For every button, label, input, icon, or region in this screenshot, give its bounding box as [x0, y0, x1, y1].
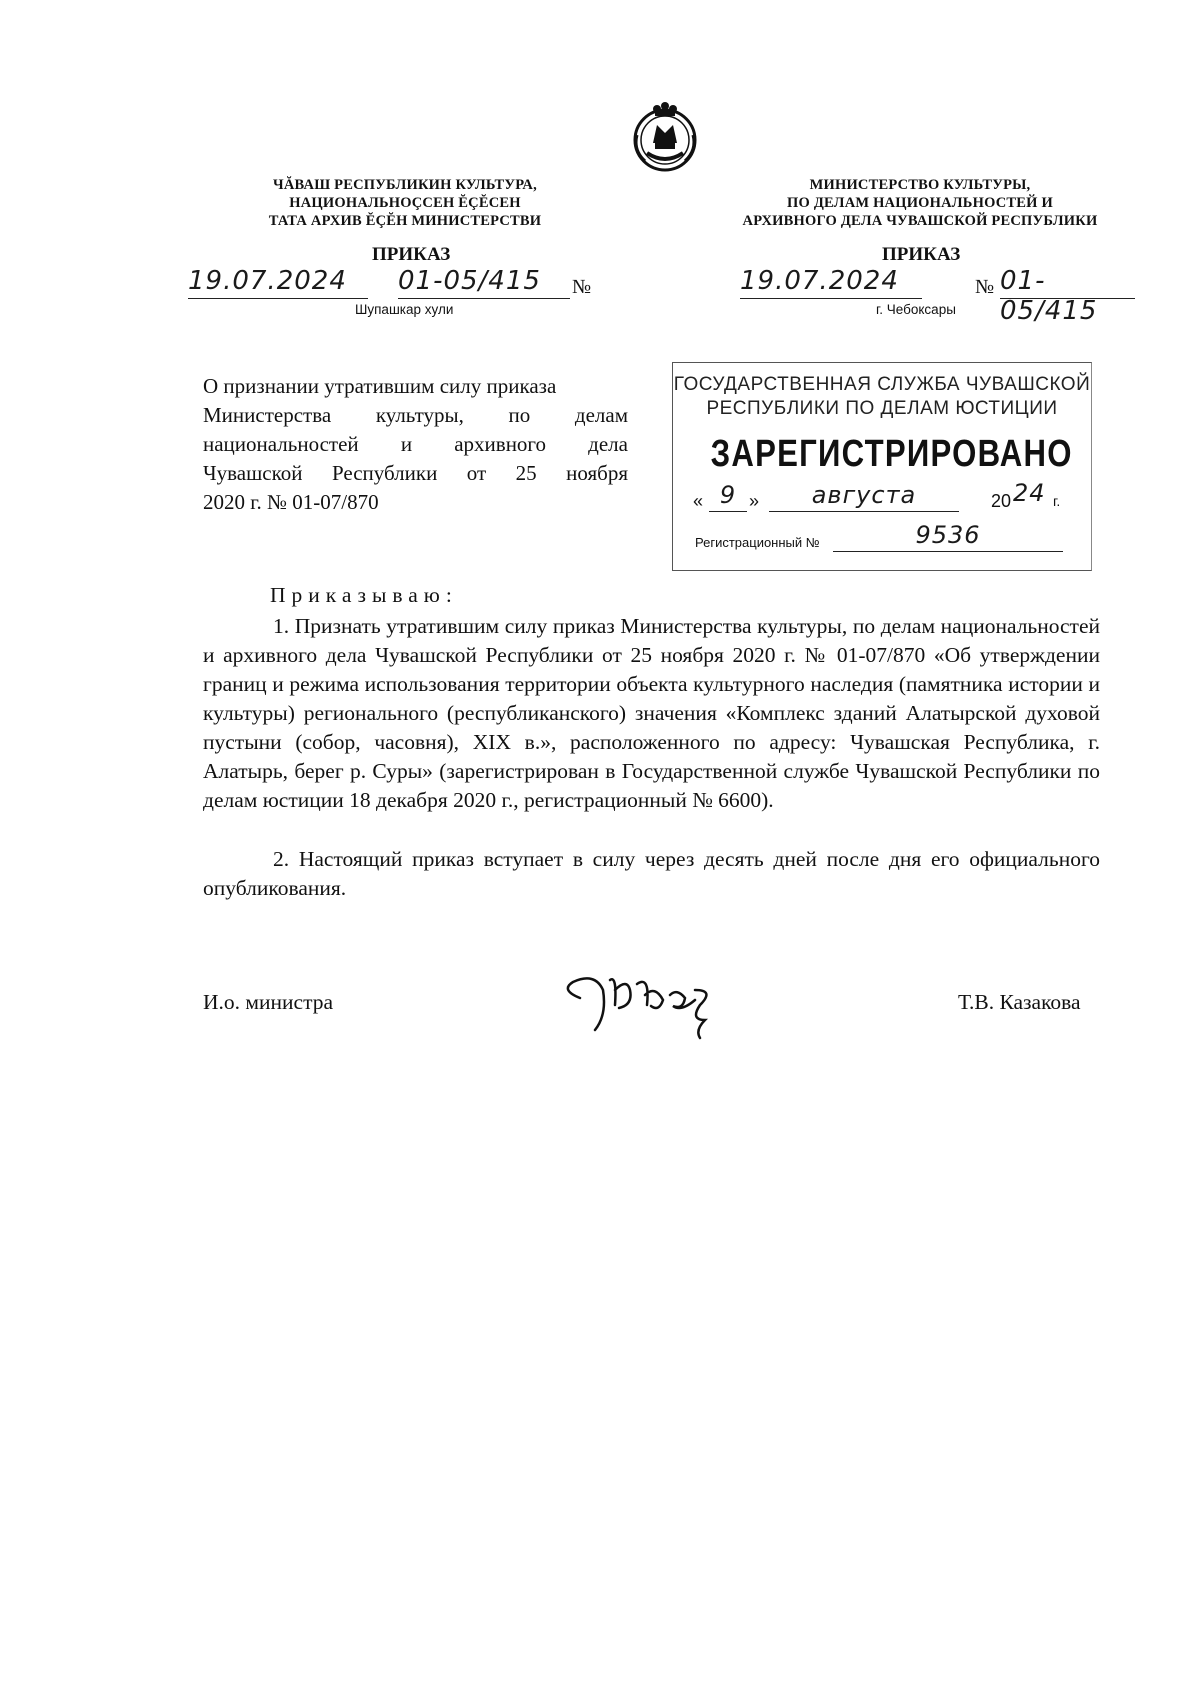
order-number-left: 01-05/415 — [398, 266, 570, 299]
header-right-line: ПО ДЕЛАМ НАЦИОНАЛЬНОСТЕЙ И — [787, 195, 1053, 211]
number-sign-right: № — [975, 276, 995, 298]
stamp-day: 9 — [709, 481, 747, 512]
paragraph-1-text: 1. Признать утратившим силу приказ Министерства культуры, по делам национальностей и архивного дела Чувашской Республики от 25 ноября 2020 г. № 01-07/870 «Об утверждении границ и режима использования территории объекта культурного наследия (памятника истории и культуры) регионального (республиканского) значения «Комплекс зданий Алатырской духовой пустыни (собор, часовня), XIX в.», расположенного по адресу: Чувашская Республика, г. Алатырь, берег р. Суры» (зарегистрирован в Государственной службе Чувашской Республики по делам юстиции 18 декабря 2020 г., регистрационный № 6600). — [203, 614, 1100, 812]
order-number-right: 01-05/415 — [1000, 266, 1135, 299]
subject-line: 2020 г. № 01-07/870 — [203, 490, 379, 514]
order-title-right: ПРИКАЗ — [882, 244, 961, 265]
coat-of-arms-icon — [625, 95, 705, 175]
subject-line: Чувашской Республики от 25 ноября — [203, 461, 628, 485]
header-left-line: ТАТА АРХИВ ĔÇĔН МИНИСТЕРСТВИ — [268, 213, 542, 229]
handwritten-signature — [555, 960, 735, 1040]
stamp-year-suffix: 24 — [1013, 479, 1046, 507]
place-right: г. Чебоксары — [876, 302, 956, 317]
directive-word: Приказываю: — [270, 583, 458, 607]
order-date-left: 19.07.2024 — [188, 266, 368, 299]
place-left: Шупашкар хули — [355, 302, 454, 317]
stamp-reg-label: Регистрационный № — [695, 535, 820, 550]
stamp-month: августа — [769, 481, 959, 512]
stamp-status: ЗАРЕГИСТРИРОВАНО — [710, 433, 1073, 475]
stamp-open-quote: « — [693, 491, 704, 511]
ministry-name-chuvash — [240, 176, 570, 230]
signatory-name: Т.В. Казакова — [958, 990, 1081, 1014]
order-title-left: ПРИКАЗ — [372, 244, 451, 265]
paragraph-2-text: 2. Настоящий приказ вступает в силу через десять дней после дня его официального опубликования. — [203, 847, 1100, 900]
order-subject — [203, 372, 628, 517]
header-left-line: НАЦИОНАЛЬНОÇСЕН ĔÇĔСЕН — [289, 195, 521, 211]
registration-stamp — [672, 362, 1092, 571]
stamp-line-1: ГОСУДАРСТВЕННАЯ СЛУЖБА ЧУВАШСКОЙ — [673, 374, 1091, 395]
subject-line: О признании утратившим силу приказа — [203, 374, 557, 398]
subject-line: Министерства культуры, по делам — [203, 403, 628, 427]
subject-line: национальностей и архивного дела — [203, 432, 628, 456]
header-left-line: ЧĂВАШ РЕСПУБЛИКИН КУЛЬТУРА, — [273, 177, 537, 193]
stamp-reg-number: 9536 — [833, 521, 1063, 552]
stamp-year-unit: г. — [1053, 493, 1061, 509]
stamp-close-quote: » — [749, 491, 760, 511]
order-date-right: 19.07.2024 — [740, 266, 922, 299]
number-sign-left: № — [572, 276, 592, 298]
stamp-year-prefix: 20 — [991, 491, 1012, 511]
paragraph-1 — [203, 612, 1100, 815]
paragraph-2 — [203, 845, 1100, 903]
ministry-name-russian — [720, 176, 1120, 230]
header-right-line: МИНИСТЕРСТВО КУЛЬТУРЫ, — [809, 177, 1031, 193]
header-right-line: АРХИВНОГО ДЕЛА ЧУВАШСКОЙ РЕСПУБЛИКИ — [742, 213, 1098, 229]
stamp-line-2: РЕСПУБЛИКИ ПО ДЕЛАМ ЮСТИЦИИ — [706, 398, 1058, 419]
signatory-position: И.о. министра — [203, 990, 334, 1014]
